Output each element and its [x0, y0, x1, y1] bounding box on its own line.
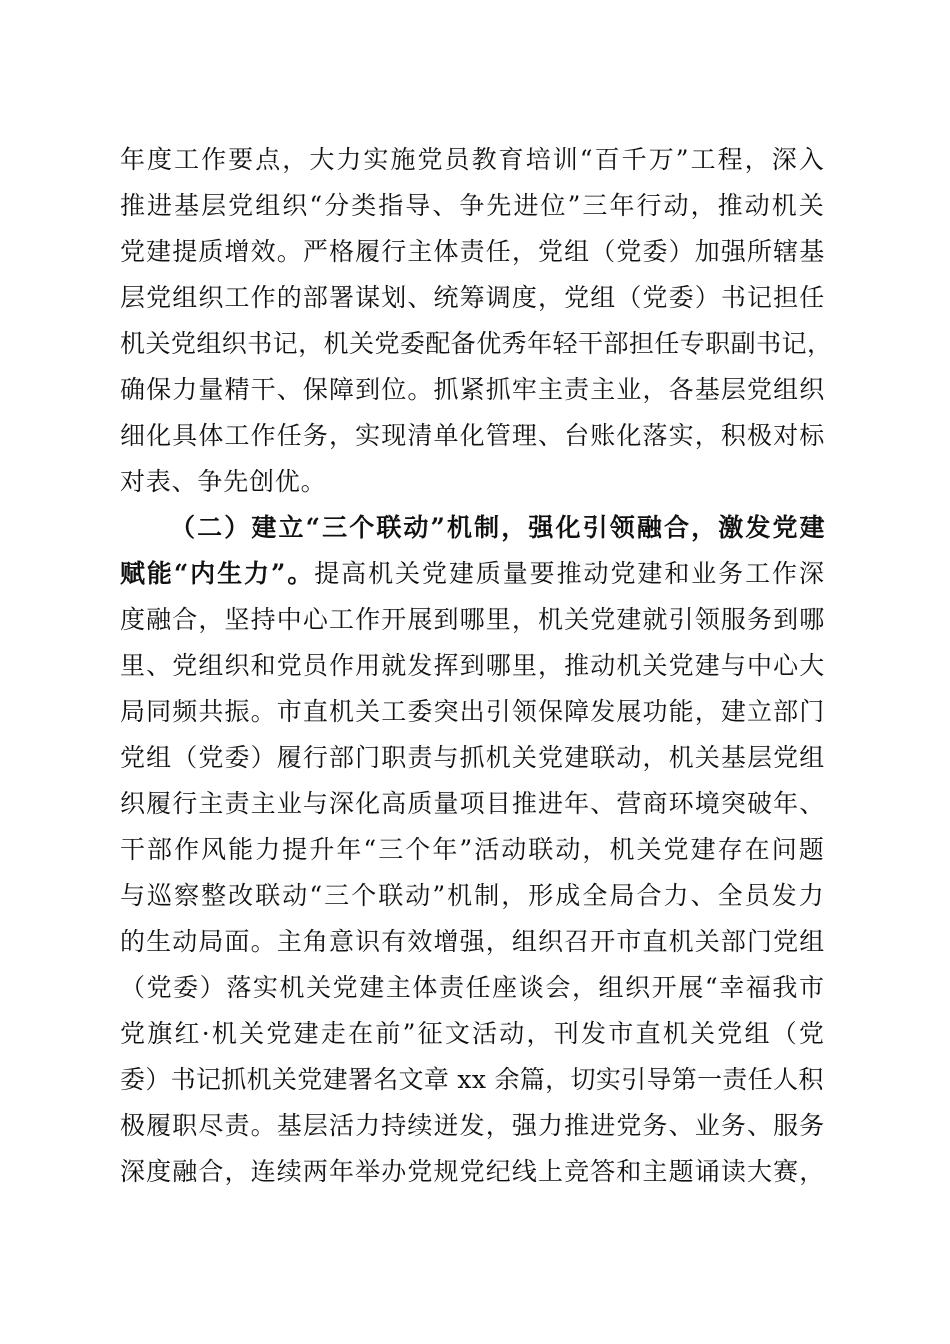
text-line: 与巡察整改联动“三个联动”机制，形成全局合力、全员发力 — [120, 881, 826, 910]
text-line: 推进基层党组织“分类指导、争先进位”三年行动，推动机关 — [120, 191, 826, 220]
text-line: 极履职尽责。基层活力持续迸发，强力推进党务、业务、服务 — [120, 1111, 826, 1140]
section-heading: （二）建立“三个联动”机制，强化引领融合，激发党建 — [170, 513, 827, 542]
text-line: 层党组织工作的部署谋划、统筹调度，党组（党委）书记担任 — [120, 283, 826, 312]
text-line: 党建提质增效。严格履行主体责任，党组（党委）加强所辖基 — [120, 237, 826, 266]
text-line: 党组（党委）履行部门职责与抓机关党建联动，机关基层党组 — [120, 743, 826, 772]
text-line: 深度融合，连续两年举办党规党纪线上竞答和主题诵读大赛， — [120, 1157, 826, 1186]
text-line: 织履行主责主业与深化高质量项目推进年、营商环境突破年、 — [120, 789, 826, 818]
text-line: 里、党组织和党员作用就发挥到哪里，推动机关党建与中心大 — [120, 651, 826, 680]
text-line: （党委）落实机关党建主体责任座谈会，组织开展“幸福我市 — [120, 973, 826, 1002]
text-line: 党旗红·机关党建走在前”征文活动，刊发市直机关党组（党 — [120, 1019, 827, 1048]
text-line: 机关党组织书记，机关党委配备优秀年轻干部担任专职副书记， — [120, 329, 833, 358]
text-line: 委）书记抓机关党建署名文章 xx 余篇，切实引导第一责任人积 — [120, 1065, 824, 1094]
text-line: 局同频共振。市直机关工委突出引领保障发展功能，建立部门 — [120, 697, 826, 726]
section-heading-end: 赋能“内生力”。 — [120, 559, 315, 588]
text-line-rest: 提高机关党建质量要推动党建和业务工作深 — [314, 559, 826, 588]
text-line: 的生动局面。主角意识有效增强，组织召开市直机关部门党组 — [120, 927, 826, 956]
text-line: 年度工作要点，大力实施党员教育培训“百千万”工程，深入 — [120, 145, 826, 174]
text-line: 度融合，坚持中心工作开展到哪里，机关党建就引领服务到哪 — [120, 605, 826, 634]
text-line: 确保力量精干、保障到位。抓紧抓牢主责主业，各基层党组织 — [120, 375, 826, 404]
text-line: 干部作风能力提升年“三个年”活动联动，机关党建存在问题 — [120, 835, 826, 864]
heading-continuation-line — [120, 554, 826, 594]
text-line: 细化具体工作任务，实现清单化管理、台账化落实，积极对标 — [120, 421, 826, 450]
text-line: 对表、争先创优。 — [120, 467, 327, 496]
